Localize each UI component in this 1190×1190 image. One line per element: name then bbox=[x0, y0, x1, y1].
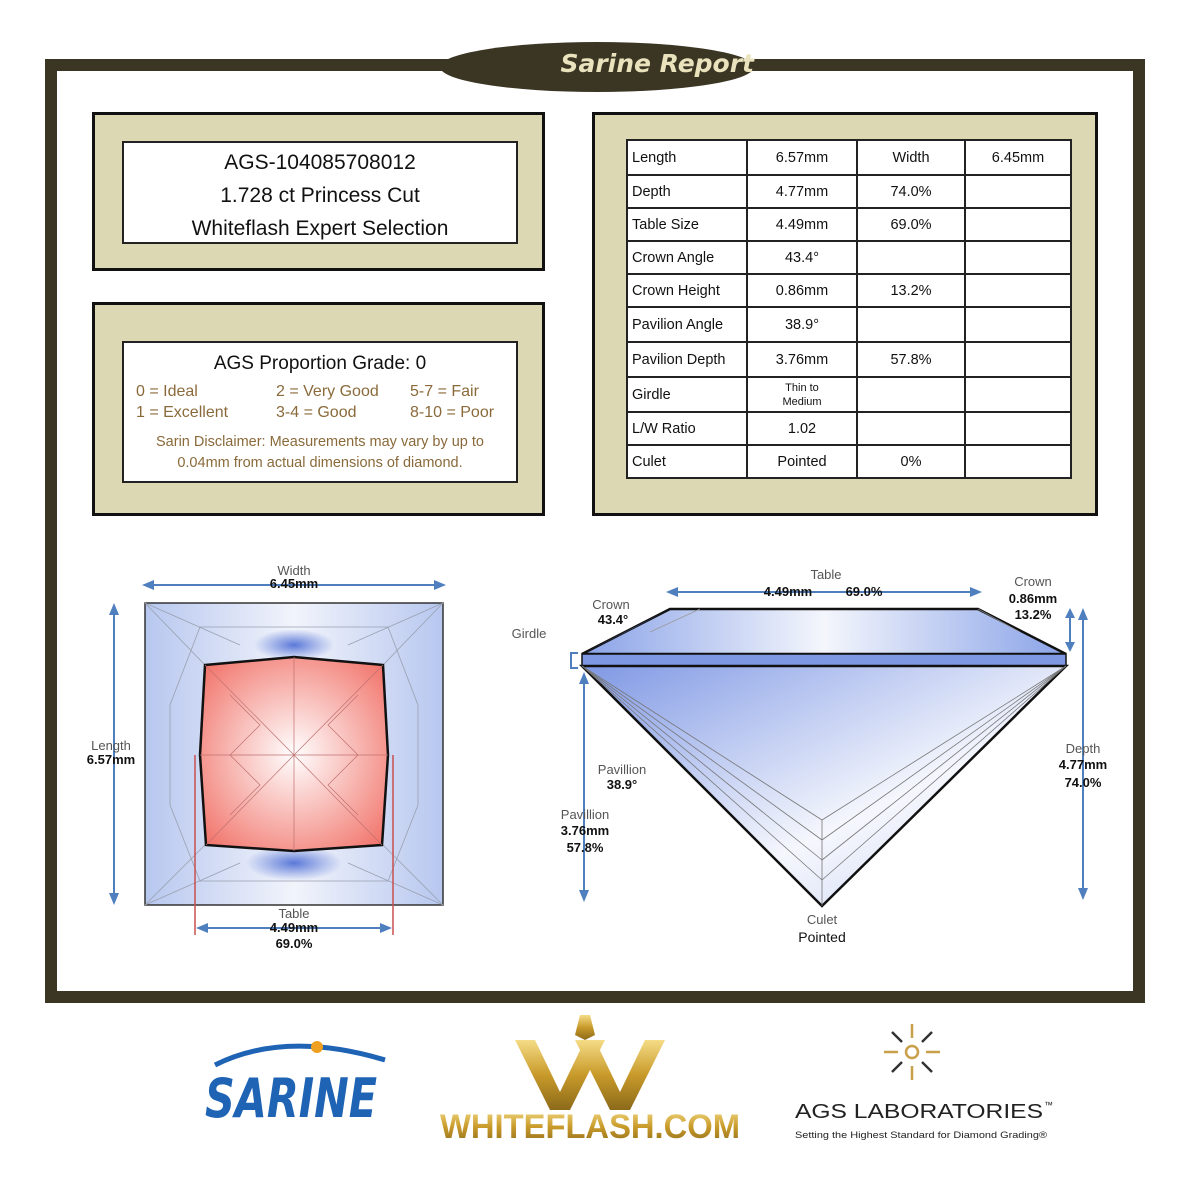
grade-scale-item: 2 = Very Good bbox=[276, 383, 379, 400]
crown-left-label: Crown bbox=[592, 597, 630, 612]
measurement-value bbox=[965, 208, 1071, 241]
measurement-value: 57.8% bbox=[857, 342, 965, 377]
whiteflash-logo bbox=[435, 1010, 745, 1145]
grade-box bbox=[122, 341, 518, 483]
measurement-value: 0.86mm bbox=[747, 274, 857, 307]
measurement-value: Width bbox=[857, 140, 965, 175]
grade-scale-item: 3-4 = Good bbox=[276, 404, 357, 421]
measurement-row bbox=[627, 241, 1071, 274]
measurement-value bbox=[857, 307, 965, 342]
top-view-diagram bbox=[80, 555, 460, 960]
report-title-badge bbox=[440, 42, 754, 92]
carat-shape: 1.728 ct Princess Cut bbox=[220, 184, 420, 207]
measurement-value: 4.77mm bbox=[747, 175, 857, 208]
id-box bbox=[122, 141, 518, 244]
culet-value: Pointed bbox=[798, 929, 846, 945]
ags-logo bbox=[790, 1020, 1070, 1145]
side-table-mm: 4.49mm bbox=[763, 584, 813, 599]
disclaimer bbox=[124, 432, 516, 474]
measurement-value: 74.0% bbox=[857, 175, 965, 208]
crown-right-mm: 0.86mm bbox=[1008, 591, 1058, 606]
measurement-row bbox=[627, 175, 1071, 208]
whiteflash-wordmark: WHITEFLASH.COM bbox=[440, 1108, 740, 1146]
ags-starburst-icon bbox=[884, 1024, 940, 1080]
measurement-row bbox=[627, 140, 1071, 175]
grade-scale bbox=[136, 383, 516, 422]
measurements-table bbox=[626, 139, 1072, 479]
pav-angle-value: 38.9° bbox=[606, 777, 638, 792]
measurement-value bbox=[965, 412, 1071, 445]
girdle-label: Girdle bbox=[511, 626, 547, 641]
pav-depth-mm: 3.76mm bbox=[560, 823, 610, 838]
report-title: Sarine Report bbox=[560, 49, 754, 78]
measurement-label: Pavilion Angle bbox=[627, 307, 747, 342]
measurement-value: 6.57mm bbox=[747, 140, 857, 175]
ags-wordmark: AGS LABORATORIES bbox=[795, 1101, 1043, 1123]
measurements-panel bbox=[592, 112, 1098, 516]
measurement-row bbox=[627, 377, 1071, 412]
disclaimer-line: Sarin Disclaimer: Measurements may vary by up to bbox=[156, 434, 484, 450]
measurement-value bbox=[857, 412, 965, 445]
measurement-row bbox=[627, 274, 1071, 307]
selection-name: Whiteflash Expert Selection bbox=[191, 217, 449, 240]
measurement-label: Pavilion Depth bbox=[627, 342, 747, 377]
measurement-value bbox=[965, 377, 1071, 412]
measurement-value bbox=[857, 377, 965, 412]
sarine-logo bbox=[195, 1035, 395, 1135]
grade-scale-item: 1 = Excellent bbox=[136, 404, 229, 421]
ags-tagline: Setting the Highest Standard for Diamond Grading® bbox=[795, 1130, 1047, 1141]
proportion-grade: AGS Proportion Grade: 0 bbox=[213, 353, 427, 374]
measurement-value: 4.49mm bbox=[747, 208, 857, 241]
grade-scale-item: 8-10 = Poor bbox=[410, 404, 495, 421]
id-panel bbox=[92, 112, 545, 271]
ags-trademark: ™ bbox=[1044, 1100, 1053, 1110]
measurement-label: L/W Ratio bbox=[627, 412, 747, 445]
depth-label: Depth bbox=[1065, 741, 1101, 756]
measurement-row bbox=[627, 445, 1071, 478]
measurement-label: Girdle bbox=[627, 377, 747, 412]
measurement-value: 69.0% bbox=[857, 208, 965, 241]
measurement-value bbox=[857, 241, 965, 274]
table-pct: 69.0% bbox=[275, 936, 313, 951]
measurement-value: 6.45mm bbox=[965, 140, 1071, 175]
measurement-label: Depth bbox=[627, 175, 747, 208]
table-mm: 4.49mm bbox=[269, 920, 319, 935]
culet-label: Culet bbox=[806, 912, 838, 927]
width-value: 6.45mm bbox=[269, 576, 319, 591]
sarine-wordmark: SARINE bbox=[205, 1067, 378, 1130]
pav-depth-pct: 57.8% bbox=[566, 840, 604, 855]
measurement-value bbox=[965, 175, 1071, 208]
girdle-min: Thin to bbox=[785, 381, 819, 394]
measurement-label: Table Size bbox=[627, 208, 747, 241]
cert-number: AGS-104085708012 bbox=[224, 151, 416, 174]
pav-depth-label: Pavillion bbox=[560, 807, 610, 822]
table-label: Table bbox=[278, 906, 310, 921]
side-table-pct: 69.0% bbox=[845, 584, 883, 599]
depth-pct: 74.0% bbox=[1064, 775, 1102, 790]
measurement-value: 1.02 bbox=[747, 412, 857, 445]
measurement-value bbox=[965, 445, 1071, 478]
width-label: Width bbox=[277, 563, 311, 578]
measurement-value: 13.2% bbox=[857, 274, 965, 307]
grade-scale-item: 0 = Ideal bbox=[136, 383, 198, 400]
measurement-row bbox=[627, 412, 1071, 445]
side-table-label: Table bbox=[810, 567, 842, 582]
measurement-value: 3.76mm bbox=[747, 342, 857, 377]
girdle-max: Medium bbox=[782, 395, 822, 408]
length-label: Length bbox=[91, 738, 131, 753]
whiteflash-emblem bbox=[515, 1015, 665, 1110]
measurement-value bbox=[965, 274, 1071, 307]
measurement-value bbox=[965, 307, 1071, 342]
side-view-diagram bbox=[500, 560, 1120, 955]
crown-left-angle: 43.4° bbox=[597, 612, 629, 627]
measurement-label: Length bbox=[627, 140, 747, 175]
measurement-label: Crown Height bbox=[627, 274, 747, 307]
measurement-value bbox=[747, 377, 857, 412]
crown-right-label: Crown bbox=[1014, 574, 1052, 589]
measurement-row bbox=[627, 342, 1071, 377]
measurement-label: Culet bbox=[627, 445, 747, 478]
measurement-label: Crown Angle bbox=[627, 241, 747, 274]
grade-panel bbox=[92, 302, 545, 516]
measurement-value bbox=[965, 342, 1071, 377]
measurement-row bbox=[627, 208, 1071, 241]
depth-mm: 4.77mm bbox=[1058, 757, 1108, 772]
crown-right-pct: 13.2% bbox=[1014, 607, 1052, 622]
measurement-value: 0% bbox=[857, 445, 965, 478]
measurement-value bbox=[965, 241, 1071, 274]
pav-angle-label: Pavillion bbox=[597, 762, 647, 777]
length-value: 6.57mm bbox=[86, 752, 136, 767]
measurement-row bbox=[627, 307, 1071, 342]
grade-scale-item: 5-7 = Fair bbox=[410, 383, 479, 400]
measurement-value: Pointed bbox=[747, 445, 857, 478]
measurement-value: 38.9° bbox=[747, 307, 857, 342]
disclaimer-line: 0.04mm from actual dimensions of diamond. bbox=[177, 455, 463, 471]
measurement-value: 43.4° bbox=[747, 241, 857, 274]
